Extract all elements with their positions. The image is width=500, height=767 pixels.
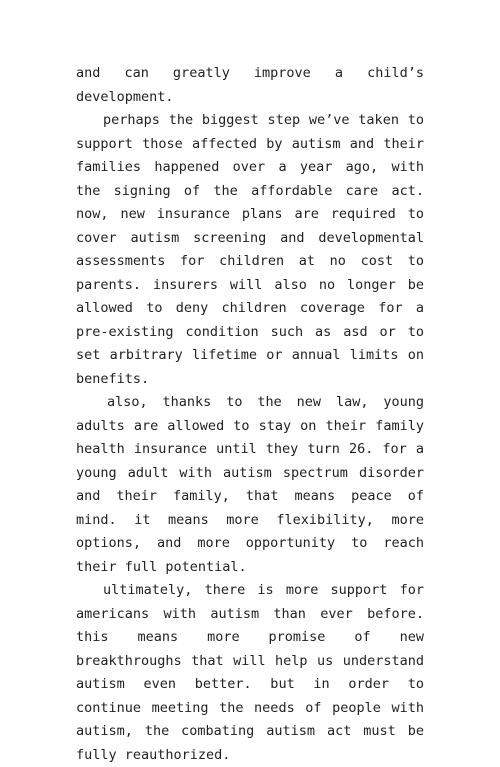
paragraph-continuation: and can greatly improve a child’s development. (76, 65, 424, 105)
paragraph-young-adults: also, thanks to the new law, young adults are allowed to stay on their family health insurance until they turn 26. for a young adult with autism spectrum disorder and their family, that means peace of mind. it means more flexibility, more options, and more opportunity to reach their full potential. (76, 394, 424, 575)
document-body (76, 62, 424, 767)
paragraph-reauthorization: ultimately, there is more support for americans with autism than ever before. this means more promise of new breakthroughs that will help us understand autism even better. but in order to continue meeting the needs of people with autism, the combating autism act must be fully reauthorized. (76, 582, 424, 763)
paragraph-affordable-care-act: perhaps the biggest step we’ve taken to support those affected by autism and their families happened over a year ago, with the signing of the affordable care act. now, new insurance plans are required to cover autism screening and developmental assessments for children at no cost to parents. insurers will also no longer be allowed to deny children coverage for a pre-existing condition such as asd or to set arbitrary lifetime or annual limits on benefits. (76, 112, 424, 387)
